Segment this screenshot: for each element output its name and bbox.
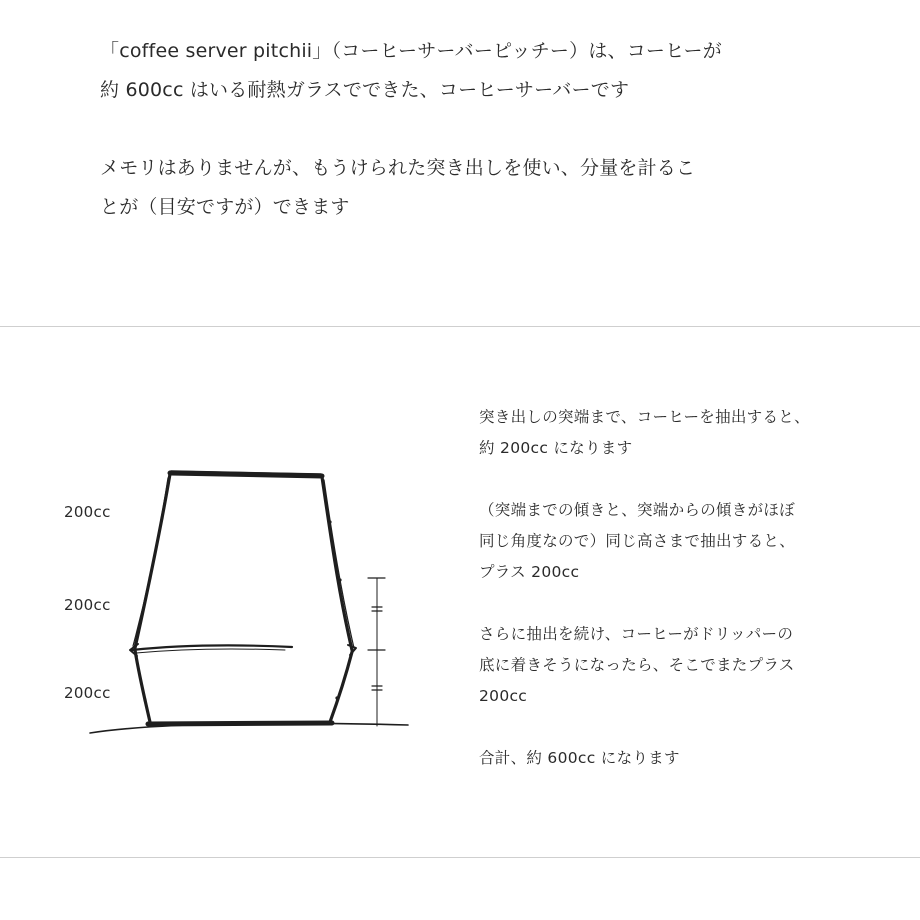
explanation-line: プラス 200cc [479, 563, 580, 581]
explanation-line: 合計、約 600cc になります [479, 749, 680, 767]
bottom-divider [0, 857, 920, 858]
explanation-line: （突端までの傾きと、突端からの傾きがほぼ [479, 501, 796, 519]
explanation-line: 突き出しの突端まで、コーヒーを抽出すると、 [479, 408, 810, 426]
intro-line: とが（目安ですが）できます [100, 196, 350, 218]
level-label-middle: 200cc [64, 596, 111, 614]
explanation-line: 200cc [479, 687, 528, 705]
explanation-line: 底に着きそうになったら、そこでまたプラス [479, 656, 795, 674]
level-label-top: 200cc [64, 503, 111, 521]
level-label-bottom: 200cc [64, 684, 111, 702]
pitcher-left-lower-wall [135, 650, 150, 722]
top-divider [0, 326, 920, 327]
explanation-text [479, 402, 899, 774]
intro-line: 約 600cc はいる耐熱ガラスでできた、コーヒーサーバーです [100, 79, 630, 101]
pitcher-base [148, 723, 332, 724]
pitcher-sketch [0, 460, 440, 740]
pitcher-right-lower-wall [330, 652, 352, 722]
explanation-line: 同じ角度なので）同じ高さまで抽出すると、 [479, 532, 796, 550]
intro-text [100, 32, 860, 227]
intro-line: 「coffee server pitchii」（コーヒーサーバーピッチー）は、コーヒーが [100, 40, 722, 62]
intro-line: メモリはありませんが、もうけられた突き出しを使い、分量を計るこ [100, 157, 696, 179]
explanation-line: 約 200cc になります [479, 439, 633, 457]
explanation-line: さらに抽出を続け、コーヒーがドリッパーの [479, 625, 794, 643]
